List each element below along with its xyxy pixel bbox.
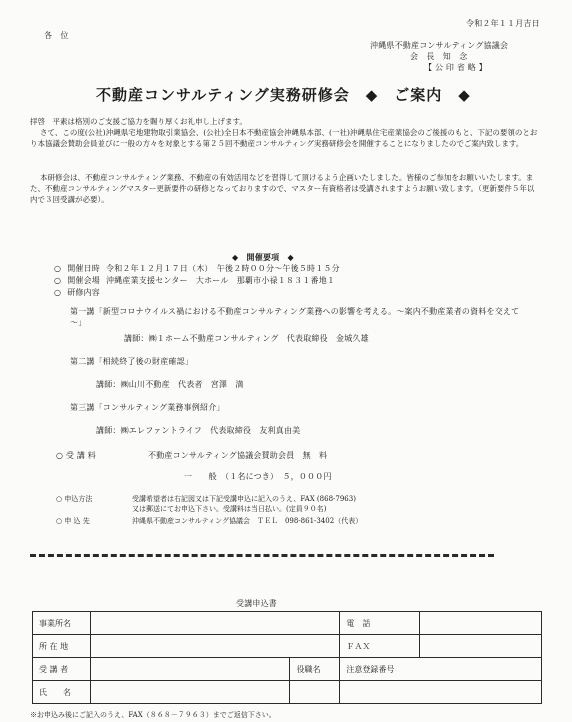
address-field[interactable] bbox=[90, 635, 339, 658]
form-label: 氏 名 bbox=[33, 681, 91, 704]
fax-field[interactable] bbox=[420, 635, 542, 658]
bullet: ○ bbox=[54, 276, 62, 285]
outline-item-content bbox=[54, 287, 106, 298]
representative: 会 長 知 念 bbox=[410, 52, 501, 61]
outline-value: 令和２年１２月１７日（木） 午後２時００分～午後５時１５分 bbox=[106, 264, 340, 273]
bullet: ○ bbox=[54, 264, 62, 273]
lecture-3-lecturer: 講師：㈱エレファントライフ 代表取締役 友利真由美 bbox=[96, 426, 301, 435]
company-name-field[interactable] bbox=[90, 612, 339, 635]
intro-paragraph-2: さて、この度(公社)沖縄県宅地建物取引業協会、(公社)全日本不動産協会沖縄県本部、(一社)沖縄県住宅産業協会のご後援のもと、下記の要領のとおり本協議会賛助会員並びに一般の方々を対象とする第２５回不動産コンサルティング実務研修会を開催することになりましたのでご案内致します。 bbox=[30, 128, 538, 148]
lecture-1-lecturer: 講師：㈱１ホーム不動産コンサルティング 代表取締役 金城久雄 bbox=[124, 334, 369, 343]
lecture-3-title: 第三講「コンサルティング業務事例紹介」 bbox=[70, 403, 225, 412]
position-field[interactable] bbox=[290, 681, 340, 704]
apply-method-line-1: 受講希望者は右記図又は下記受講申込に記入のうえ、FAX (868-7963) bbox=[132, 495, 356, 503]
fee-general: 一 般 （１名につき） ５，０００円 bbox=[184, 472, 332, 481]
fee-label: ○ 受 講 料 bbox=[56, 451, 97, 460]
bullet: ○ bbox=[54, 288, 62, 297]
form-label: ＦＡＸ bbox=[340, 635, 420, 658]
form-label: 電 話 bbox=[340, 612, 420, 635]
form-row bbox=[33, 681, 542, 704]
apply-to-label: ○ 申 込 先 bbox=[56, 517, 90, 525]
date: 令和２年１１月吉日 bbox=[466, 19, 540, 28]
form-label: 注意登録番号 bbox=[340, 658, 542, 681]
page-title: 不動産コンサルティング実務研修会 ◆ ご案内 ◆ bbox=[96, 86, 471, 104]
footer-note: ※お申込み後にご記入のうえ、FAX（８６８－７９６３）までご返信下さい。 bbox=[30, 711, 276, 719]
intro-paragraph-1: 拝啓 平素は格別のご支援ご協力を賜り厚くお礼申し上げます。 bbox=[30, 117, 247, 126]
form-heading: 受講申込書 bbox=[236, 599, 277, 608]
outline-label: 開催会場 bbox=[67, 276, 100, 285]
outline-label: 開催日時 bbox=[67, 264, 100, 273]
outline-item-datetime bbox=[54, 263, 340, 274]
outline-heading: ◆ 開催要項 ◆ bbox=[232, 252, 294, 262]
form-label: 役職名 bbox=[290, 658, 340, 681]
attendee-field[interactable] bbox=[90, 658, 290, 681]
outline-item-venue bbox=[54, 275, 335, 286]
fee-member: 不動産コンサルティング協議会賛助会員 無 料 bbox=[148, 451, 328, 460]
registration-number-field[interactable] bbox=[340, 681, 542, 704]
form-row bbox=[33, 612, 542, 635]
application-form-table bbox=[32, 611, 542, 704]
lecture-2-title: 第二講「相続終了後の財産確認」 bbox=[70, 357, 193, 366]
organization-name: 沖縄県不動産コンサルティング協議会 bbox=[370, 41, 509, 50]
form-label: 事業所名 bbox=[33, 612, 91, 635]
apply-to-value: 沖縄県不動産コンサルティング協議会 ＴＥＬ 098-861-3402（代表） bbox=[132, 517, 363, 525]
apply-method-line-2: 又は郵送にてお申込下さい。受講料は当日払い。(定員９０名) bbox=[132, 505, 327, 513]
outline-label: 研修内容 bbox=[67, 288, 100, 297]
seal-note: 【 公 印 省 略 】 bbox=[424, 63, 487, 72]
form-row bbox=[33, 658, 542, 681]
form-row bbox=[33, 635, 542, 658]
apply-method-label: ○ 申込方法 bbox=[56, 495, 93, 503]
name-field[interactable] bbox=[90, 681, 290, 704]
lecture-2-lecturer: 講師：㈱山川不動産 代表者 宮澤 満 bbox=[96, 380, 244, 389]
cut-line bbox=[30, 554, 494, 557]
intro-paragraph-3: 本研修会は、不動産コンサルティング業務、不動産の有効活用などを習得して頂けるよう企画いたしました。皆様のご参加をお願いいたします。また、不動産コンサルティングマスター更新要件の研修となっておりますので、マスター有資格者は受講されますようお願い致します。（更新要件５年以内で３回受講が必要）。 bbox=[30, 173, 535, 204]
lecture-1-title: 第一講「新型コロナウイルス禍における不動産コンサルティング業務への影響を考える。～案内不動産業者の資料を交えて～」 bbox=[70, 307, 520, 327]
addressee: 各 位 bbox=[44, 31, 69, 40]
form-label: 受 講 者 bbox=[33, 658, 91, 681]
form-label: 所 在 地 bbox=[33, 635, 91, 658]
phone-field[interactable] bbox=[420, 612, 542, 635]
outline-value: 沖縄産業支援センター 大ホール 那覇市小禄１８３１番地１ bbox=[106, 276, 336, 285]
